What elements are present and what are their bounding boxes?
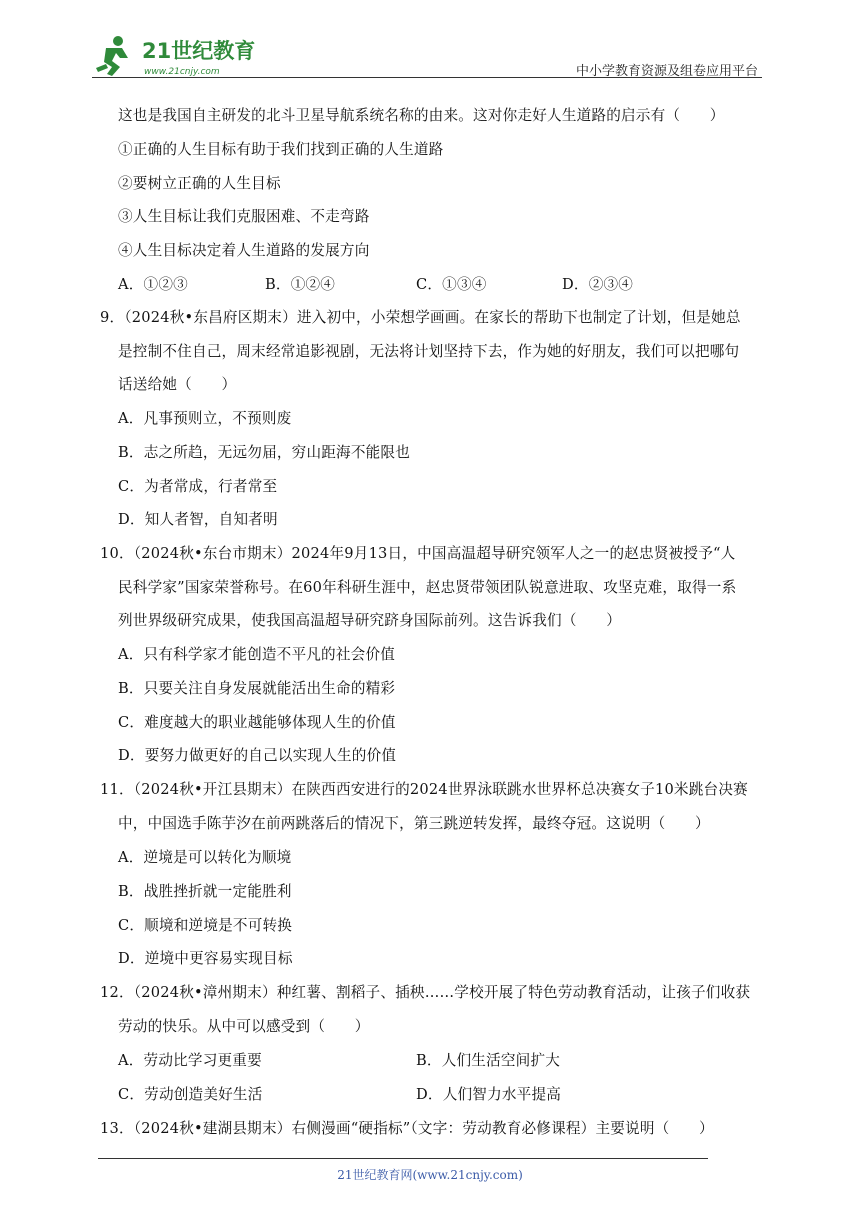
question-9-option-c: C．为者常成，行者常至	[118, 478, 278, 495]
question-9-option-d: D．知人者智，自知者明	[118, 511, 278, 528]
page-header	[0, 0, 860, 80]
question-10-line-1: 10．（2024秋•东台市期末）2024年9月13日，中国高温超导研究领军人之一的赵忠贤被授予“人	[100, 545, 736, 562]
question-10-line-3: 列世界级研究成果，使我国高温超导研究跻身国际前列。这告诉我们（ ）	[118, 612, 621, 629]
question-10-option-c: C．难度越大的职业越能够体现人生的价值	[118, 714, 396, 731]
question-8-option-a: A．①②③	[118, 276, 188, 293]
question-8-option-c: C．①③④	[416, 276, 487, 293]
question-11-option-a: A．逆境是可以转化为顺境	[118, 849, 292, 866]
question-10-line-2: 民科学家”国家荣誉称号。在60年科研生涯中，赵忠贤带领团队锐意进取、攻坚克难，取得一系	[118, 579, 737, 596]
question-12-option-d: D．人们智力水平提高	[416, 1086, 562, 1103]
question-12-option-b: B．人们生活空间扩大	[416, 1052, 561, 1069]
question-11-line-1: 11．（2024秋•开江县期末）在陕西西安进行的2024世界泳联跳水世界杯总决赛女子10米跳台决赛	[100, 781, 748, 798]
question-12-line-1: 12．（2024秋•漳州期末）种红薯、割稻子、插秧……学校开展了特色劳动教育活动，让孩子们收获	[100, 984, 751, 1001]
question-12-option-a: A．劳动比学习更重要	[118, 1052, 262, 1069]
question-8-option-b: B．①②④	[265, 276, 336, 293]
runner-icon	[96, 36, 128, 76]
svg-text:21世纪教育: 21世纪教育	[142, 39, 256, 63]
question-11-line-2: 中，中国选手陈芋汐在前两跳落后的情况下，第三跳逆转发挥，最终夺冠。这说明（ ）	[118, 815, 710, 832]
question-8-option-d: D．②③④	[562, 276, 634, 293]
question-9-option-b: B．志之所趋，无远勿届，穷山距海不能限也	[118, 444, 411, 461]
question-8-statement-4: ④人生目标决定着人生道路的发展方向	[118, 242, 370, 259]
question-11-option-d: D．逆境中更容易实现目标	[118, 950, 293, 967]
footer-source: 21世纪教育网(www.21cnjy.com)	[337, 1168, 523, 1182]
header-divider	[92, 77, 762, 78]
question-9-line-1: 9．（2024秋•东昌府区期末）进入初中，小荣想学画画。在家长的帮助下也制定了计划，但是她总	[100, 309, 741, 326]
question-8-statement-3: ③人生目标让我们克服困难、不走弯路	[118, 208, 370, 225]
site-logo	[92, 34, 262, 78]
question-9-line-3: 话送给她（ ）	[118, 376, 237, 393]
svg-text:www.21cnjy.com: www.21cnjy.com	[144, 67, 220, 77]
question-12-option-c: C．劳动创造美好生活	[118, 1086, 263, 1103]
question-11-option-c: C．顺境和逆境是不可转换	[118, 917, 293, 934]
question-8-statement-1: ①正确的人生目标有助于我们找到正确的人生道路	[118, 141, 444, 158]
question-8-statement-2: ②要树立正确的人生目标	[118, 175, 281, 192]
question-10-option-a: A．只有科学家才能创造不平凡的社会价值	[118, 646, 396, 663]
footer-divider	[98, 1158, 708, 1159]
question-9-line-2: 是控制不住自己，周末经常追影视剧，无法将计划坚持下去，作为她的好朋友，我们可以把哪句	[118, 343, 740, 360]
question-12-line-2: 劳动的快乐。从中可以感受到（ ）	[118, 1018, 370, 1035]
platform-name: 中小学教育资源及组卷应用平台	[575, 64, 758, 79]
question-8-stem: 这也是我国自主研发的北斗卫星导航系统名称的由来。这对你走好人生道路的启示有（ ）	[118, 107, 725, 124]
question-9-option-a: A．凡事预则立，不预则废	[118, 410, 292, 427]
question-13-line-1: 13．（2024秋•建湖县期末）右侧漫画“硬指标”（文字：劳动教育必修课程）主要说明（ ）	[100, 1120, 714, 1137]
question-10-option-d: D．要努力做更好的自己以实现人生的价值	[118, 747, 397, 764]
question-10-option-b: B．只要关注自身发展就能活出生命的精彩	[118, 680, 396, 697]
question-11-option-b: B．战胜挫折就一定能胜利	[118, 883, 292, 900]
